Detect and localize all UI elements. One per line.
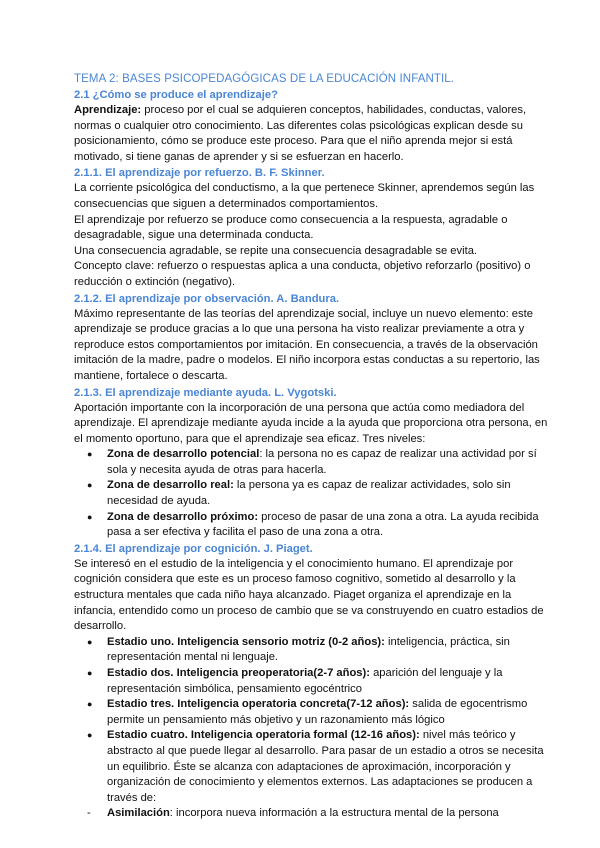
document-title: TEMA 2: BASES PSICOPEDAGÓGICAS DE LA EDUCACIÓN INFANTIL. (74, 73, 455, 85)
section-2-1-heading: 2.1 ¿Cómo se produce el aprendizaje? (74, 89, 278, 101)
list-item (107, 478, 552, 509)
definition-aprendizaje: proceso por el cual se adquieren conceptos, habilidades, conductas, valores, normas o cualquier otro conocimiento. Las diferentes colas psicológicas explican desde su posicionamiento, cómo se produce este proceso. Para que el niño aprenda mejor si está motivado, si tiene ganas de aprender y si se esfuerzan en hacerlo. (74, 104, 527, 163)
list-item-text: la persona ya es capaz de realizar actividades, solo sin necesidad de ayuda. (107, 479, 511, 508)
list-item-term: Zona de desarrollo potencial (107, 448, 260, 461)
list-item-term: Zona de desarrollo real: (107, 479, 234, 492)
list-item (107, 635, 552, 666)
section-2-1-1-paragraph: Concepto clave: refuerzo o respuestas aplica a una conducta, objetivo reforzarlo (positivo) o reducción o extinción (negativo). (74, 260, 531, 288)
section-2-1-paragraph (74, 103, 552, 165)
list-item-term: Estadio uno. Inteligencia sensorio motriz (0-2 años): (107, 635, 385, 648)
list-item-text: inteligencia, práctica, sin representación mental ni lenguaje. (107, 635, 510, 664)
section-2-1-4-heading: 2.1.4. El aprendizaje por cognición. J. Piaget. (74, 542, 313, 555)
list-item-text: nivel más teórico y abstracto al que puede llegar al desarrollo. Para pasar de un estadio a otros se necesita un equilibrio. Éste se alcanza con adaptaciones de aproximación, incorporación y organización de conocimiento y elementos externos. Las adaptaciones se producen a través de: (107, 729, 544, 804)
list-item-text: proceso de pasar de una zona a otra. La ayuda recibida pasa a ser efectiva y facilita el paso de una zona a otra. (107, 510, 539, 539)
section-2-1-4-paragraph: Se interesó en el estudio de la inteligencia y el conocimiento humano. El aprendizaje por cognición considera que este es un proceso famoso cognitivo, sometido al desarrollo y la estructura mentales que cada niño haya alcanzado. Piaget organiza el aprendizaje en la infancia, entendido como un proceso de cambio que se va construyendo en cuatro estadios de desarrollo. (74, 557, 544, 633)
section-2-1-1-paragraph: Una consecuencia agradable, se repite una consecuencia desagradable se evita. (74, 244, 478, 257)
list-item (107, 806, 552, 822)
list-item (107, 510, 552, 541)
list-item-term: Zona de desarrollo próximo: (107, 510, 259, 523)
section-2-1-3-paragraph: Aportación importante con la incorporación de una persona que actúa como mediadora del aprendizaje. El aprendizaje mediante ayuda incide a la ayuda que proporciona otra persona, en el momento oportuno, para que el aprendizaje sea eficaz. Tres niveles: (74, 401, 548, 445)
zones-list (74, 447, 552, 541)
section-2-1-2-paragraph: Máximo representante de las teorías del aprendizaje social, incluye un nuevo elemento: este aprendizaje se produce gracias a lo que una persona ha visto realizar previamente a otra y reproduce estos comportamientos por imitación. En consecuencia, a través de la observación imitación de la madre, padre o modelos. El niño incorpora estas conductas a su repertorio, las mantiene, fortalece o descarta. (74, 307, 540, 382)
list-item-term: Asimilación (107, 807, 170, 820)
list-item-term: Estadio cuatro. Inteligencia operatoria formal (12-16 años): (107, 729, 420, 742)
section-2-1-1-heading: 2.1.1. El aprendizaje por refuerzo. B. F. Skinner. (74, 167, 325, 180)
list-item-text: : la persona no es capaz de realizar una actividad por sí sola y necesita ayuda de otras para hacerla. (107, 448, 537, 476)
term-aprendizaje: Aprendizaje: (74, 104, 142, 116)
list-item-text: : incorpora nueva información a la estructura mental de la persona (169, 807, 499, 820)
list-item (107, 728, 552, 806)
section-2-1-3-heading: 2.1.3. El aprendizaje mediante ayuda. L. Vygotski. (74, 386, 337, 399)
stages-list (74, 635, 552, 807)
list-item (107, 697, 552, 728)
list-item-term: Estadio dos. Inteligencia preoperatoria(2-7 años): (107, 667, 370, 679)
list-item-text: salida de egocentrismo permite un pensamiento más objetivo y un razonamiento más lógico (107, 698, 528, 726)
section-2-1-1-paragraph: La corriente psicológica del conductismo, a la que pertenece Skinner, aprendemos según las consecuencias que siguen a determinados comportamientos. (74, 182, 535, 210)
list-item (107, 666, 552, 697)
list-item (107, 447, 552, 478)
list-item-term: Estadio tres. Inteligencia operatoria concreta(7-12 años): (107, 698, 410, 711)
section-2-1-2-heading: 2.1.2. El aprendizaje por observación. A. Bandura. (74, 292, 340, 305)
adaptation-list (74, 806, 552, 822)
list-item-text: aparición del lenguaje y la representación simbólica, pensamiento egocéntrico (107, 667, 503, 695)
section-2-1-1-paragraph: El aprendizaje por refuerzo se produce como consecuencia a la respuesta, agradable o desagradable, sigue una determinada conducta. (74, 213, 508, 242)
